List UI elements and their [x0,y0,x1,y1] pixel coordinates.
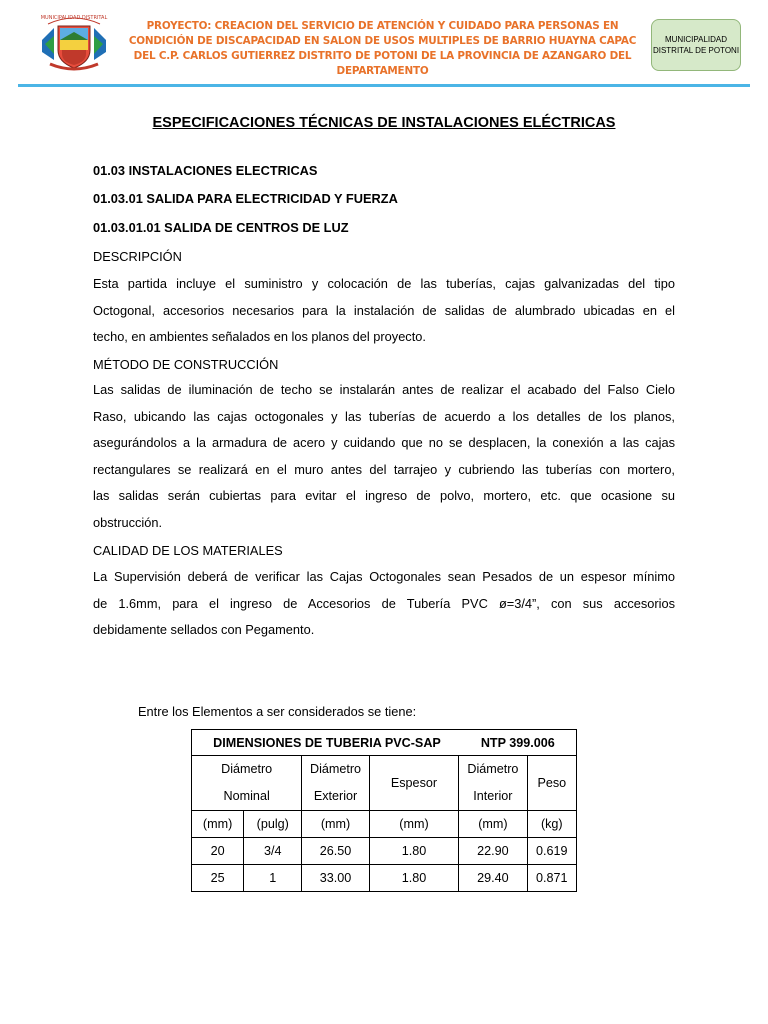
col-header-diametro-interior [459,756,527,811]
section-heading-3: 01.03.01.01 SALIDA DE CENTROS DE LUZ [93,220,349,235]
col-header-diametro-exterior [302,756,369,811]
header-text: Exterior [313,789,358,803]
unit-cell: (pulg) [244,811,302,838]
municipality-label: MUNICIPALIDAD DISTRITAL DE POTONI [652,35,740,55]
table-row [192,838,577,865]
table-cell: 1 [244,865,302,892]
svg-text:MUNICIPALIDAD DISTRITAL: MUNICIPALIDAD DISTRITAL [40,15,108,21]
section-heading-2: 01.03.01 SALIDA PARA ELECTRICIDAD Y FUERZA [93,191,398,206]
header-divider [18,84,750,87]
table-title: DIMENSIONES DE TUBERIA PVC-SAP [213,735,441,750]
document-title: ESPECIFICACIONES TÉCNICAS DE INSTALACIONES ELÉCTRICAS [152,115,616,131]
unit-cell: (mm) [192,811,244,838]
text-line: Raso, ubicando las cajas octogonales y las tuberías de acuerdo a los detalles de los planos, [93,408,675,424]
elements-intro: Entre los Elementos a ser considerados se tiene: [138,704,417,719]
text-line: asegurándolos a la armadura de acero y cuidando que no se desplacen, la conexión a las cajas [93,435,675,451]
text-line: rectangulares se realizará en el muro antes del tarrajeo y cubriendo las tuberías con mortero, [93,461,675,477]
unit-cell: (kg) [527,811,576,838]
municipal-seal-logo [40,10,108,74]
table-header-row [192,756,577,811]
page-header [0,0,768,90]
header-text: Nominal [223,789,270,803]
table-cell: 3/4 [244,838,302,865]
table-cell: 20 [192,838,244,865]
text-line: Esta partida incluye el suministro y colocación de las tuberías, cajas galvanizadas del tipo [93,276,675,291]
unit-cell: (mm) [302,811,369,838]
pvc-dimensions-table [191,729,577,892]
text-line: Octogonal, accesorios necesarios para la instalación de salidas de alumbrado ubicadas en el [93,302,675,318]
metodo-label: MÉTODO DE CONSTRUCCIÓN [93,357,279,372]
text-line: obstrucción. [93,514,162,530]
col-header-espesor: Espesor [369,756,458,811]
col-header-peso: Peso [527,756,576,811]
text-line: de 1.6mm, para el ingreso de Accesorios de Tubería PVC ø=3/4”, con sus accesorios [93,595,675,611]
header-text: Interior [473,789,513,803]
unit-cell: (mm) [369,811,458,838]
text-line: Las salidas de iluminación de techo se instalarán antes de realizar el acabado del Falso Cielo [93,382,675,397]
table-row [192,865,577,892]
table-cell: 33.00 [302,865,369,892]
table-cell: 25 [192,865,244,892]
table-cell: 1.80 [369,838,458,865]
calidad-label: CALIDAD DE LOS MATERIALES [93,543,283,558]
header-text: Diámetro [309,762,362,776]
text-line: debidamente sellados con Pegamento. [93,622,315,638]
header-text: Diámetro [467,762,519,776]
table-cell: 29.40 [459,865,527,892]
section-heading-1: 01.03 INSTALACIONES ELECTRICAS [93,163,318,178]
project-title: PROYECTO: CREACION DEL SERVICIO DE ATENCIÓN Y CUIDADO PARA PERSONAS EN CONDICIÓN DE DISCAPACIDAD EN SALON DE USOS MULTIPLES DE BARRIO HUAYNA CAPAC DEL C.P. CARLOS GUTIERREZ DISTRITO DE POTONI DE LA PROVINCIA DE AZANGARO DEL DEPARTAMENTO [128,20,637,77]
table-units-row [192,811,577,838]
municipality-badge [651,19,741,71]
table-title-cell [192,730,577,756]
calidad-paragraph [93,564,675,644]
text-line: La Supervisión deberá de verificar las Cajas Octogonales sean Pesados de un espesor mínimo [93,569,675,584]
table-cell: 0.871 [527,865,576,892]
descripcion-label: DESCRIPCIÓN [93,249,182,264]
table-cell: 22.90 [459,838,527,865]
table-title-row [192,730,577,756]
unit-cell: (mm) [459,811,527,838]
text-line: las salidas serán cubiertas para evitar el ingreso de polvo, mortero, etc. que ocasione su [93,488,675,504]
table-cell: 1.80 [369,865,458,892]
descripcion-paragraph [93,271,675,351]
text-line: techo, en ambientes señalados en los planos del proyecto. [93,329,426,345]
table-cell: 0.619 [527,838,576,865]
table-cell: 26.50 [302,838,369,865]
header-text: Diámetro [221,762,273,776]
metodo-paragraph [93,377,675,537]
col-header-diametro-nominal [192,756,302,811]
table-norm: NTP 399.006 [480,735,555,750]
